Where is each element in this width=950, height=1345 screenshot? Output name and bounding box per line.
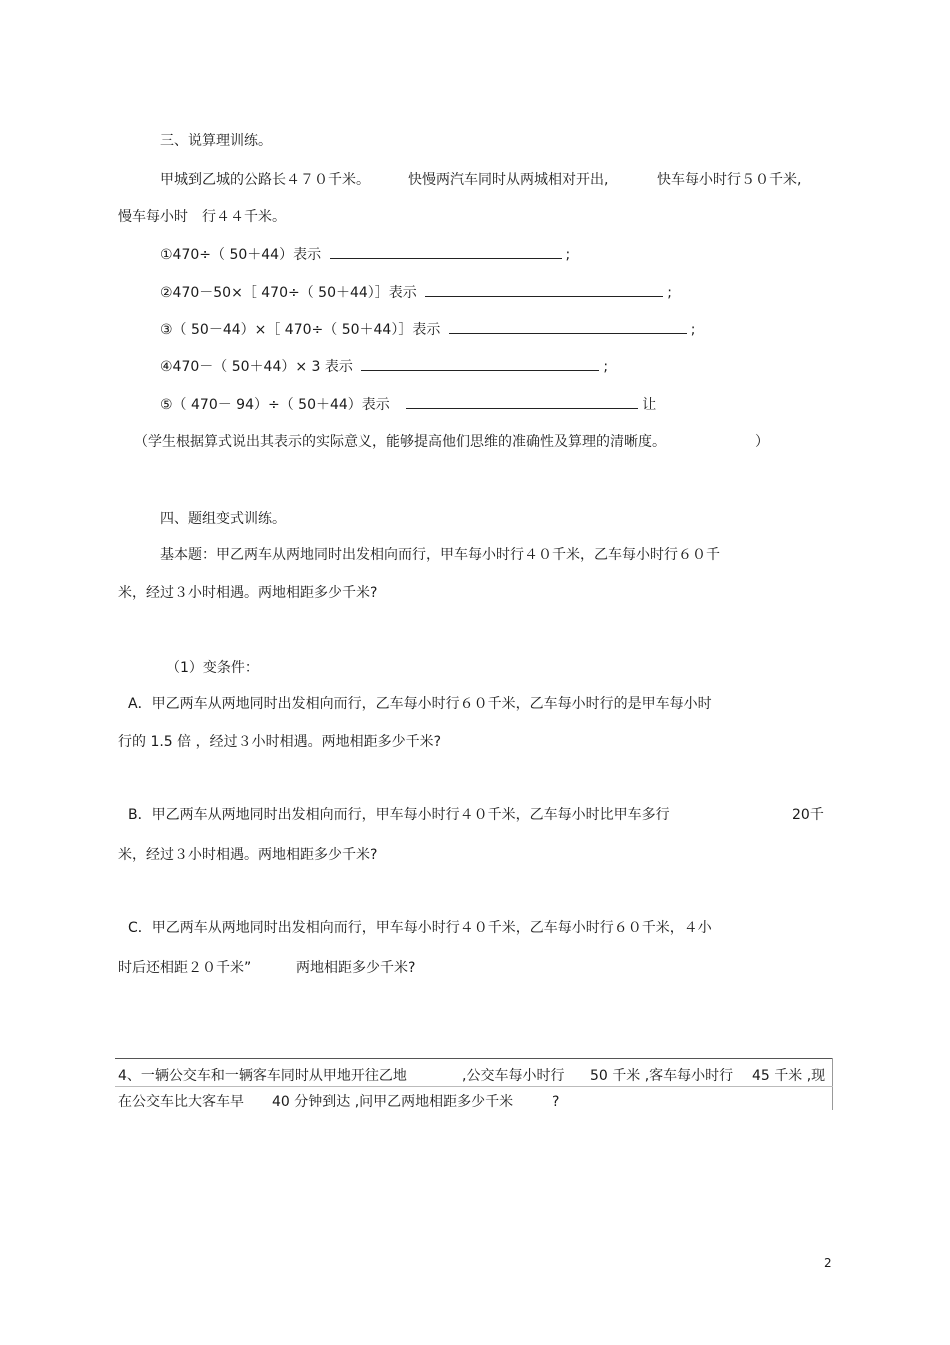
item-1 bbox=[160, 246, 570, 264]
problem4-part3: 50 千米 ,客车每小时行 bbox=[590, 1068, 734, 1084]
problem-a-line2: 行的 1.5 倍 ，经过３小时相遇。两地相距多少千米? bbox=[118, 734, 442, 750]
problem4-part1: 4、一辆公交车和一辆客车同时从甲地开往乙地 bbox=[118, 1068, 407, 1084]
item-4-expr: ④470－（ 50＋44）× 3 表示 bbox=[160, 359, 353, 375]
problem4-part2: ,公交车每小时行 bbox=[462, 1068, 565, 1084]
item-2 bbox=[160, 284, 672, 302]
problem-line1-a: 甲城到乙城的公路长４７０千米。 bbox=[160, 172, 370, 188]
item-3-end: ; bbox=[690, 322, 696, 338]
section3-heading: 三、说算理训练。 bbox=[160, 133, 272, 149]
problem4-line2-c: ? bbox=[552, 1094, 560, 1110]
problem4-mid-rule bbox=[115, 1086, 833, 1087]
basic-problem-line1: 基本题：甲乙两车从两地同时出发相向而行，甲车每小时行４０千米，乙车每小时行６０千 bbox=[160, 547, 720, 563]
problem-b-line2: 米，经过３小时相遇。两地相距多少千米? bbox=[118, 847, 378, 863]
item-4-answer-blank[interactable] bbox=[361, 358, 599, 371]
problem-b-line1-end: 20千 bbox=[792, 807, 824, 823]
section4-heading: 四、题组变式训练。 bbox=[160, 511, 286, 527]
problem-c-line2a: 时后还相距２０千米” bbox=[118, 960, 252, 976]
problem4-part4: 45 千米 ,现 bbox=[752, 1068, 826, 1084]
item-4-end: ; bbox=[603, 359, 609, 375]
basic-problem-line2: 米，经过３小时相遇。两地相距多少千米? bbox=[118, 585, 378, 601]
item-3-expr: ③（ 50－44）×［ 470÷（ 50＋44）］表示 bbox=[160, 322, 441, 338]
item-5 bbox=[160, 396, 656, 414]
item-5-expr: ⑤（ 470－ 94）÷（ 50＋44）表示 bbox=[160, 397, 390, 413]
item-4 bbox=[160, 358, 608, 376]
item-3-answer-blank[interactable] bbox=[449, 321, 687, 334]
problem-c-line1: C．甲乙两车从两地同时出发相向而行，甲车每小时行４０千米，乙车每小时行６０千米，４小 bbox=[128, 920, 712, 936]
item-1-end: ; bbox=[565, 247, 571, 263]
item-1-answer-blank[interactable] bbox=[330, 246, 562, 259]
teaching-note-close: ） bbox=[755, 434, 769, 450]
item-2-expr: ②470－50×［ 470÷（ 50＋44）］表示 bbox=[160, 285, 417, 301]
problem-line2: 慢车每小时 行４４千米。 bbox=[118, 209, 286, 225]
item-2-answer-blank[interactable] bbox=[425, 284, 663, 297]
problem-a-line1: A．甲乙两车从两地同时出发相向而行，乙车每小时行６０千米，乙车每小时行的是甲车每小时 bbox=[128, 696, 712, 712]
problem4-line2-b: 40 分钟到达 ,问甲乙两地相距多少千米 bbox=[272, 1094, 514, 1110]
item-5-answer-blank[interactable] bbox=[406, 396, 638, 409]
page-number: 2 bbox=[824, 1256, 832, 1270]
problem-b-line1: B．甲乙两车从两地同时出发相向而行，甲车每小时行４０千米，乙车每小时比甲车多行 bbox=[128, 807, 670, 823]
problem-line1-c: 快车每小时行５０千米, bbox=[657, 172, 802, 188]
teaching-note: （学生根据算式说出其表示的实际意义，能够提高他们思维的准确性及算理的清晰度。 bbox=[134, 434, 666, 450]
problem4-line2-a: 在公交车比大客车早 bbox=[118, 1094, 244, 1110]
problem4-right-rule bbox=[832, 1058, 833, 1110]
item-3 bbox=[160, 321, 696, 339]
problem4-top-rule bbox=[115, 1058, 833, 1059]
item-1-expr: ①470÷（ 50＋44）表示 bbox=[160, 247, 322, 263]
problem-c-line2b: 两地相距多少千米? bbox=[296, 960, 416, 976]
problem-line1-b: 快慢两汽车同时从两城相对开出, bbox=[408, 172, 609, 188]
vary-conditions-heading: （1）变条件： bbox=[166, 660, 259, 676]
item-5-end: 让 bbox=[642, 397, 657, 413]
item-2-end: ; bbox=[667, 285, 672, 301]
